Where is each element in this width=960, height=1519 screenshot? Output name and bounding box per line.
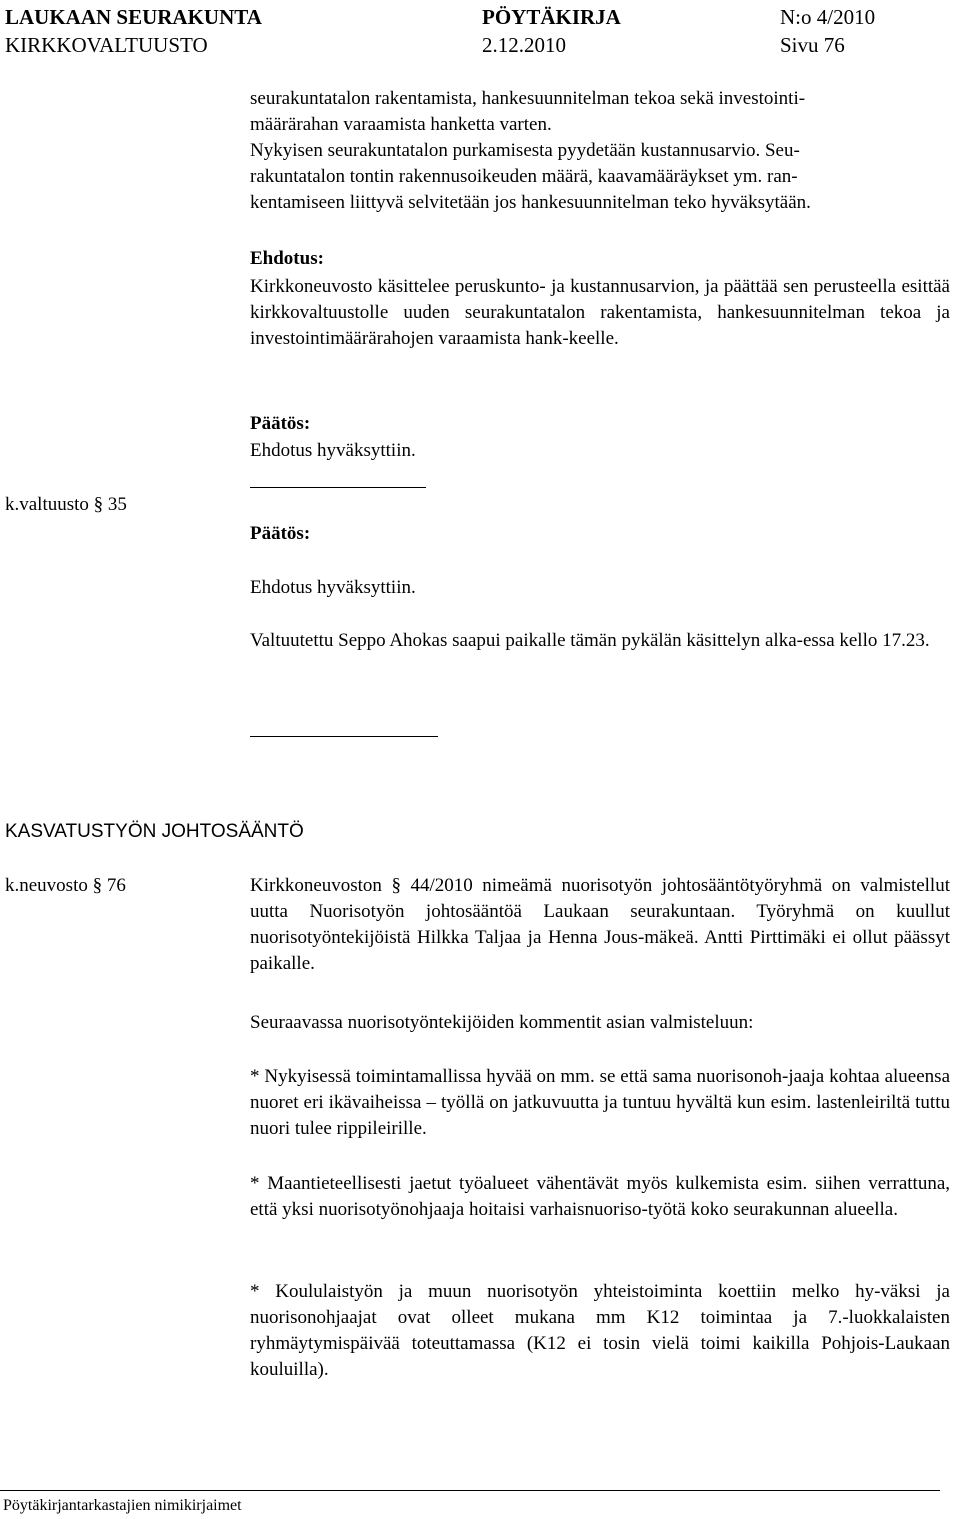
intro-line: kentamiseen liittyvä selvitetään jos hankesuunnitelman teko hyväksytään. xyxy=(250,192,811,213)
separator-line xyxy=(250,487,426,488)
header-org: LAUKAAN SEURAKUNTA xyxy=(5,5,262,29)
header-date: 2.12.2010 xyxy=(482,33,566,57)
proposal-text: Kirkkoneuvosto käsittelee peruskunto- ja kustannusarvion, ja päättää sen perusteella esittää kirkkovaltuustolle uuden seurakuntatalon rakentamista, hankesuunnitelman tekoa ja investointimäärärahojen varaamista hank-keelle. xyxy=(250,276,950,349)
proposal-label: Ehdotus: xyxy=(250,248,324,269)
bullet-item-1: * Nykyisessä toimintamallissa hyvää on mm. se että sama nuorisonoh-jaaja kohtaa alueensa nuoret eri ikävaiheissa – työllä on jatkuvuutta ja tuntuu hyvältä kun esim. lastenleiriltä tuttu nuori tulee rippileirille. xyxy=(250,1066,950,1139)
header-doc-type: PÖYTÄKIRJA xyxy=(482,5,621,29)
footer-rule xyxy=(0,1490,940,1491)
header-page: Sivu 76 xyxy=(780,33,845,57)
section-title: KASVATUSTYÖN JOHTOSÄÄNTÖ xyxy=(5,821,304,842)
council-note: Valtuutettu Seppo Ahokas saapui paikalle tämän pykälän käsittelyn alka-essa kello 17.23. xyxy=(250,630,930,651)
bullet-item-3: * Koululaistyön ja muun nuorisotyön yhteistoiminta koettiin melko hy-väksi ja nuorisonohjaajat ovat olleet mukana mm K12 toimintaa ja 7.-luokkalaisten ryhmäytymispäivää toteuttamassa (K12 ei tosin vielä toimi kaikilla Pohjois-Laukaan kouluilla). xyxy=(250,1281,950,1380)
intro-paragraph xyxy=(250,86,950,216)
decision-label: Päätös: xyxy=(250,413,311,434)
separator-line xyxy=(250,736,438,737)
bullet-item-2: * Maantieteellisesti jaetut työalueet vähentävät myös kulkemista esim. siihen verrattuna, että yksi nuorisotyönohjaaja hoitaisi varhaisnuoriso-työtä koko seurakunnan alueella. xyxy=(250,1173,950,1220)
decision-text: Ehdotus hyväksyttiin. xyxy=(250,440,416,461)
intro-line: määrärahan varaamista hanketta varten. xyxy=(250,114,552,135)
intro-line: seurakuntatalon rakentamista, hankesuunnitelman tekoa sekä investointi- xyxy=(250,88,806,109)
section-paragraph-2: Seuraavassa nuorisotyöntekijöiden kommentit asian valmisteluun: xyxy=(250,1012,754,1033)
header-doc-number: N:o 4/2010 xyxy=(780,5,876,29)
council-decision-text: Ehdotus hyväksyttiin. xyxy=(250,577,416,598)
header-body: KIRKKOVALTUUSTO xyxy=(5,33,208,57)
board-section-label: k.neuvosto § 76 xyxy=(5,875,126,896)
section-paragraph-1: Kirkkoneuvoston § 44/2010 nimeämä nuorisotyön johtosääntötyöryhmä on valmistellut uutta Nuorisotyön johtosääntöä Laukaan seurakuntaan. Työryhmä on kuullut nuorisotyöntekijöistä Hilkka Taljaa ja Henna Jous-mäkeä. Antti Pirttimäki ei ollut päässyt paikalle. xyxy=(250,875,950,974)
intro-line: Nykyisen seurakuntatalon purkamisesta pyydetään kustannusarvio. Seu- xyxy=(250,140,800,161)
council-section-label: k.valtuusto § 35 xyxy=(5,494,127,515)
intro-line: rakuntatalon tontin rakennusoikeuden määrä, kaavamääräykset ym. ran- xyxy=(250,166,798,187)
footer-text: Pöytäkirjantarkastajien nimikirjaimet xyxy=(3,1497,242,1514)
council-decision-label: Päätös: xyxy=(250,523,311,544)
